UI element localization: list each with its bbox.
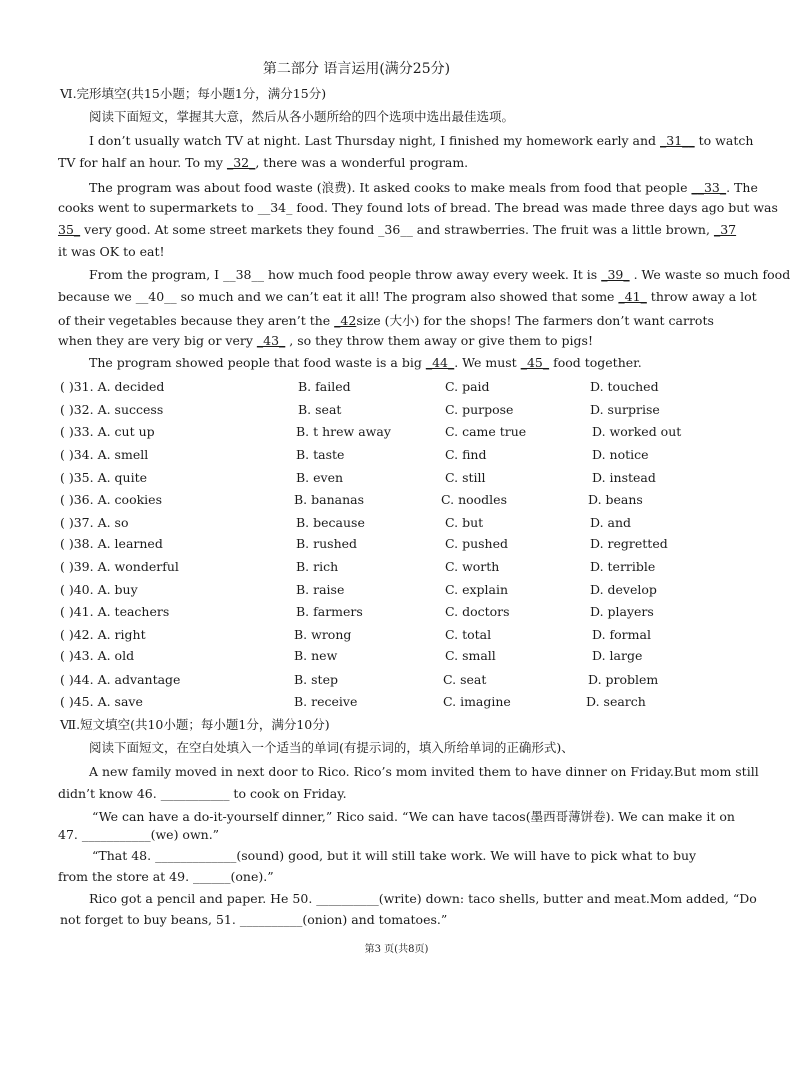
option-c: C. noodles: [441, 492, 507, 507]
page-footer: 第3 页(共8页): [364, 944, 429, 955]
option-d: D. terrible: [590, 559, 656, 574]
option-c: C. doctors: [445, 604, 510, 619]
option-b: B. taste: [296, 447, 345, 462]
option-row-31: ( )31. A. decided: [60, 379, 165, 394]
blank-33: __33_: [691, 180, 727, 195]
option-c: C. small: [445, 648, 496, 663]
passage-line: because we __40__ so much and we can’t eat it all! The program also showed that some _41_ throw away a lot: [58, 289, 757, 304]
blank-37: _37: [713, 222, 737, 237]
option-c: C. imagine: [443, 694, 511, 709]
option-row-34: ( )34. A. smell: [60, 447, 149, 462]
option-d: D. formal: [592, 627, 651, 642]
blank-43: _43_: [256, 333, 286, 348]
option-d: D. problem: [588, 672, 659, 687]
option-d: D. large: [592, 648, 643, 663]
option-c: C. paid: [445, 379, 490, 394]
option-b: B. seat: [298, 402, 342, 417]
passage-line: not forget to buy beans, 51. __________(onion) and tomatoes.”: [60, 912, 448, 927]
option-c: C. came true: [445, 424, 527, 439]
option-c: C. pushed: [445, 536, 508, 551]
option-b: B. because: [296, 515, 365, 530]
blank-45: _45_: [520, 355, 550, 370]
passage-line: I don’t usually watch TV at night. Last Thursday night, I finished my homework early and _31__ to watch: [89, 133, 754, 148]
option-b: B. step: [294, 672, 338, 687]
option-d: D. instead: [592, 470, 656, 485]
option-b: B. rushed: [296, 536, 358, 551]
passage-line: from the store at 49. ______(one).”: [58, 869, 274, 884]
option-row-42: ( )42. A. right: [60, 627, 146, 642]
blank-44: _44_: [425, 355, 455, 370]
passage-line: “We can have a do-it-yourself dinner,” Rico said. “We can have tacos(墨西哥薄饼卷). We can make it on: [92, 809, 735, 824]
option-row-41: ( )41. A. teachers: [60, 604, 170, 619]
option-row-33: ( )33. A. cut up: [60, 424, 155, 439]
option-b: B. bananas: [294, 492, 365, 507]
option-b: B. receive: [294, 694, 358, 709]
option-d: D. beans: [588, 492, 643, 507]
option-c: C. purpose: [445, 402, 514, 417]
option-row-38: ( )38. A. learned: [60, 536, 163, 551]
passage-line: of their vegetables because they aren’t the _42size (大小) for the shops! The farmers don’t want carrots: [58, 313, 714, 328]
passage-line: The program was about food waste (浪费). It asked cooks to make meals from food that people __33_. The: [89, 180, 758, 195]
blank-42: _42: [334, 313, 357, 328]
option-b: B. wrong: [294, 627, 352, 642]
option-c: C. still: [445, 470, 486, 485]
option-b: B. rich: [296, 559, 339, 574]
option-d: D. search: [586, 694, 646, 709]
passage-line: TV for half an hour. To my _32_, there was a wonderful program.: [58, 155, 469, 170]
section6-instruction: 阅读下面短文，掌握其大意，然后从各小题所给的四个选项中选出最佳选项。: [89, 109, 515, 124]
option-c: C. find: [445, 447, 487, 462]
option-row-45: ( )45. A. save: [60, 694, 143, 709]
passage-line: “That 48. _____________(sound) good, but it will still take work. We will have to pick what to buy: [92, 848, 697, 863]
option-b: B. failed: [298, 379, 351, 394]
option-d: D. players: [590, 604, 654, 619]
passage-line: 47. ___________(we) own.”: [58, 827, 220, 842]
option-c: C. explain: [445, 582, 509, 597]
option-row-43: ( )43. A. old: [60, 648, 135, 663]
passage-line: didn’t know 46. ___________ to cook on Friday.: [58, 786, 347, 801]
option-d: D. develop: [590, 582, 657, 597]
option-row-44: ( )44. A. advantage: [60, 672, 181, 687]
option-d: D. surprise: [590, 402, 660, 417]
passage-line: The program showed people that food waste is a big _44_. We must _45_ food together.: [89, 355, 642, 370]
option-row-39: ( )39. A. wonderful: [60, 559, 179, 574]
passage-line: it was OK to eat!: [58, 244, 165, 259]
option-b: B. new: [294, 648, 338, 663]
passage-line: cooks went to supermarkets to __34_ food. They found lots of bread. The bread was made three days ago but was: [58, 200, 778, 215]
option-d: D. regretted: [590, 536, 668, 551]
option-b: B. raise: [296, 582, 345, 597]
blank-32: _32_: [226, 155, 256, 170]
section7-instruction: 阅读下面短文，在空白处填入一个适当的单词(有提示词的，填入所给单词的正确形式)、: [89, 740, 574, 755]
passage-line: From the program, I __38__ how much food people throw away every week. It is _39_ . We waste so much food: [89, 267, 791, 282]
option-c: C. worth: [445, 559, 500, 574]
page-title: 第二部分 语言运用(满分25分): [262, 61, 451, 77]
option-b: B. even: [296, 470, 344, 485]
option-row-35: ( )35. A. quite: [60, 470, 148, 485]
option-d: D. notice: [592, 447, 649, 462]
blank-31: _31__: [660, 133, 695, 148]
option-c: C. but: [445, 515, 484, 530]
passage-line: A new family moved in next door to Rico. Rico’s mom invited them to have dinner on Friday.But mom still: [89, 764, 759, 779]
blank-39: _39_: [601, 267, 630, 282]
option-row-40: ( )40. A. buy: [60, 582, 138, 597]
blank-35: 35_: [58, 222, 81, 237]
passage-line: Rico got a pencil and paper. He 50. __________(write) down: taco shells, butter and meat.Mom added, “Do: [89, 891, 757, 906]
option-c: C. seat: [443, 672, 487, 687]
section6-heading: Ⅵ.完形填空(共15小题；每小题1分，满分15分): [60, 86, 327, 101]
blank-41: _41_: [618, 289, 647, 304]
option-d: D. and: [590, 515, 632, 530]
option-row-37: ( )37. A. so: [60, 515, 129, 530]
option-d: D. touched: [590, 379, 659, 394]
option-row-36: ( )36. A. cookies: [60, 492, 162, 507]
option-b: B. t hrew away: [296, 424, 391, 439]
section7-heading: Ⅶ.短文填空(共10小题；每小题1分，满分10分): [60, 717, 330, 732]
passage-line: when they are very big or very _43_ , so they throw them away or give them to pigs!: [58, 333, 593, 348]
option-d: D. worked out: [592, 424, 682, 439]
option-row-32: ( )32. A. success: [60, 402, 164, 417]
option-c: C. total: [445, 627, 492, 642]
passage-line: 35_ very good. At some street markets they found _36__ and strawberries. The fruit was a little brown, _37: [58, 222, 737, 237]
option-b: B. farmers: [296, 604, 363, 619]
